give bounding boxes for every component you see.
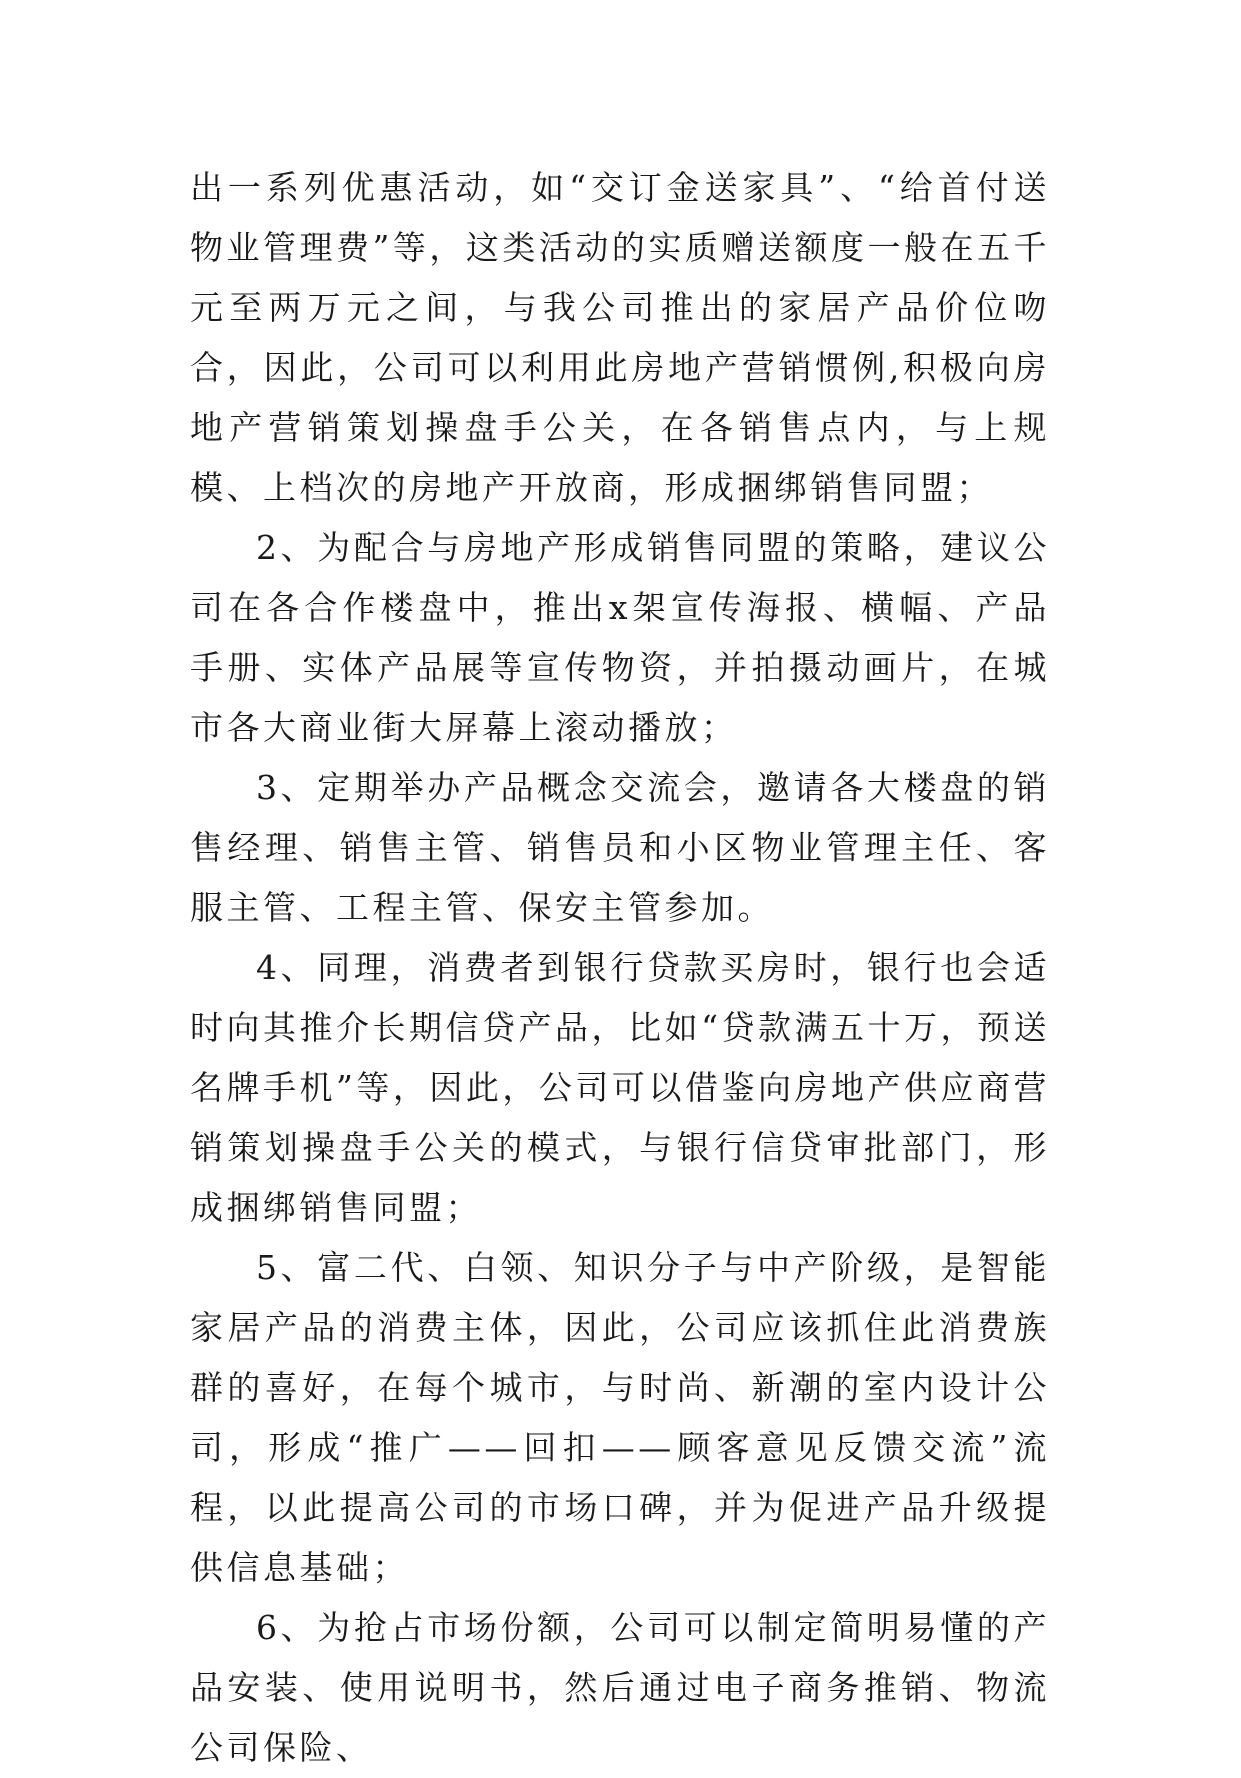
document-body xyxy=(190,158,1050,1778)
paragraph-item-3: 3、定期举办产品概念交流会，邀请各大楼盘的销售经理、销售主管、销售员和小区物业管理主任、客服主管、工程主管、保安主管参加。 xyxy=(190,768,1050,927)
paragraph-item-5: 5、富二代、白领、知识分子与中产阶级，是智能家居产品的消费主体，因此，公司应该抓住此消费族群的喜好，在每个城市，与时尚、新潮的室内设计公司，形成“推广——回扣——顾客意见反馈交流”流程，以此提高公司的市场口碑，并为促进产品升级提供信息基础； xyxy=(190,1248,1050,1587)
paragraph-item-4: 4、同理，消费者到银行贷款买房时，银行也会适时向其推介长期信贷产品，比如“贷款满五十万，预送名牌手机”等，因此，公司可以借鉴向房地产供应商营销策划操盘手公关的模式，与银行信贷审批部门，形成捆绑销售同盟； xyxy=(190,948,1050,1227)
paragraph-intro: 出一系列优惠活动，如“交订金送家具”、“给首付送物业管理费”等，这类活动的实质赠送额度一般在五千元至两万元之间，与我公司推出的家居产品价位吻合，因此，公司可以利用此房地产营销惯例,积极向房地产营销策划操盘手公关，在各销售点内，与上规模、上档次的房地产开放商，形成捆绑销售同盟； xyxy=(190,168,1050,507)
paragraph-item-2: 2、为配合与房地产形成销售同盟的策略，建议公司在各合作楼盘中，推出x架宣传海报、横幅、产品手册、实体产品展等宣传物资，并拍摄动画片，在城市各大商业街大屏幕上滚动播放； xyxy=(190,528,1050,747)
paragraph-item-6: 6、为抢占市场份额，公司可以制定简明易懂的产品安装、使用说明书，然后通过电子商务推销、物流公司保险、 xyxy=(190,1608,1050,1767)
